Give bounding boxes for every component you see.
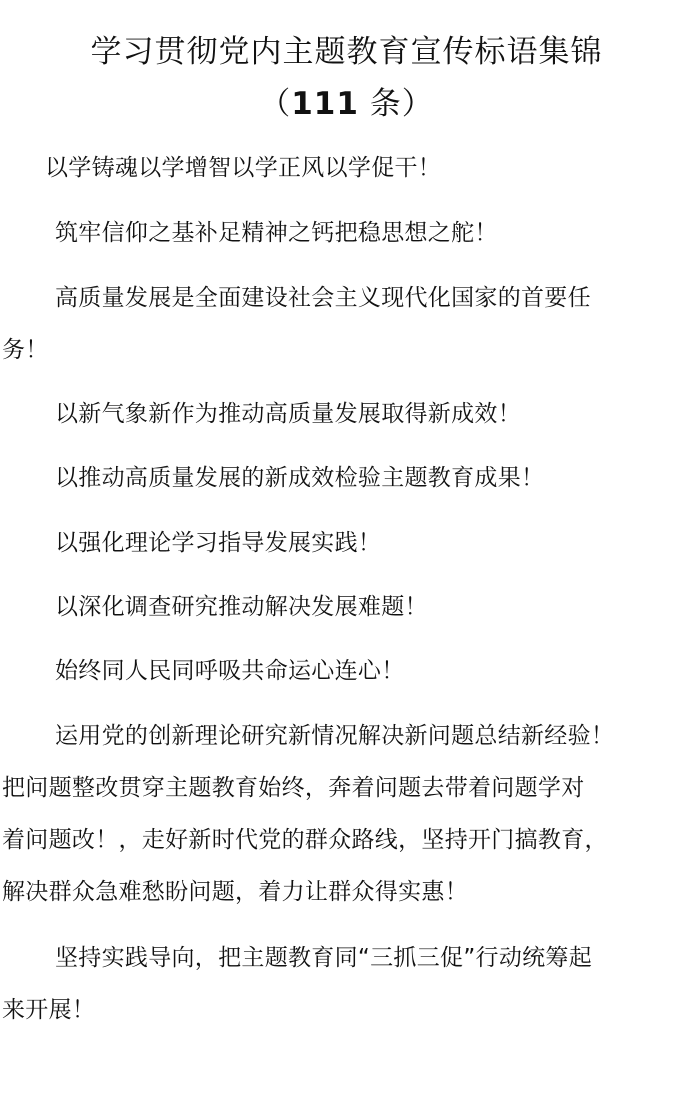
paragraph-line: 以强化理论学习指导发展实践！ (55, 530, 382, 556)
document-title: 学习贯彻党内主题教育宣传标语集锦 (90, 34, 603, 70)
slogan-paragraph-5 (2, 452, 678, 504)
subtitle-open-paren: （ (259, 86, 292, 122)
paragraph-line: 着问题改！，走好新时代党的群众路线，坚持开门搞教育， (2, 827, 608, 853)
subtitle-count: 111 (291, 86, 359, 122)
slogan-paragraph-1 (0, 142, 668, 194)
slogan-paragraph-9 (2, 710, 678, 918)
paragraph-line: 始终同人民同呼吸共命运心连心！ (55, 658, 405, 684)
paragraph-line: 以深化调查研究推动解决发展难题！ (55, 594, 428, 620)
paragraph-line: 来开展！ (2, 997, 96, 1023)
slogan-paragraph-3 (2, 272, 678, 376)
paragraph-line: 解决群众急难愁盼问题，着力让群众得实惠！ (2, 879, 468, 905)
paragraph-line: 高质量发展是全面建设社会主义现代化国家的首要任 (55, 285, 591, 311)
paragraph-line: 以新气象新作为推动高质量发展取得新成效！ (55, 401, 521, 427)
paragraph-line: 务！ (2, 337, 49, 363)
paragraph-line: 以学铸魂以学增智以学正风以学促干！ (45, 155, 442, 181)
slogan-paragraph-8 (2, 645, 678, 697)
paragraph-line: 筑牢信仰之基补足精神之钙把稳思想之舵！ (55, 220, 498, 246)
slogan-paragraph-7 (2, 581, 678, 633)
slogan-paragraph-6 (2, 517, 678, 569)
slogan-paragraph-2 (2, 207, 678, 259)
slogan-paragraph-4 (2, 388, 678, 440)
paragraph-line: 运用党的创新理论研究新情况解决新问题总结新经验！ (55, 723, 615, 749)
paragraph-line: 把问题整改贯穿主题教育始终，奔着问题去带着问题学对 (2, 775, 585, 801)
subtitle-unit: 条） (358, 86, 434, 122)
paragraph-line: 坚持实践导向，把主题教育同“三抓三促”行动统筹起 (55, 945, 593, 971)
slogan-paragraph-10 (2, 932, 678, 1036)
paragraph-line: 以推动高质量发展的新成效检验主题教育成果！ (55, 465, 545, 491)
document-subtitle (0, 84, 693, 124)
